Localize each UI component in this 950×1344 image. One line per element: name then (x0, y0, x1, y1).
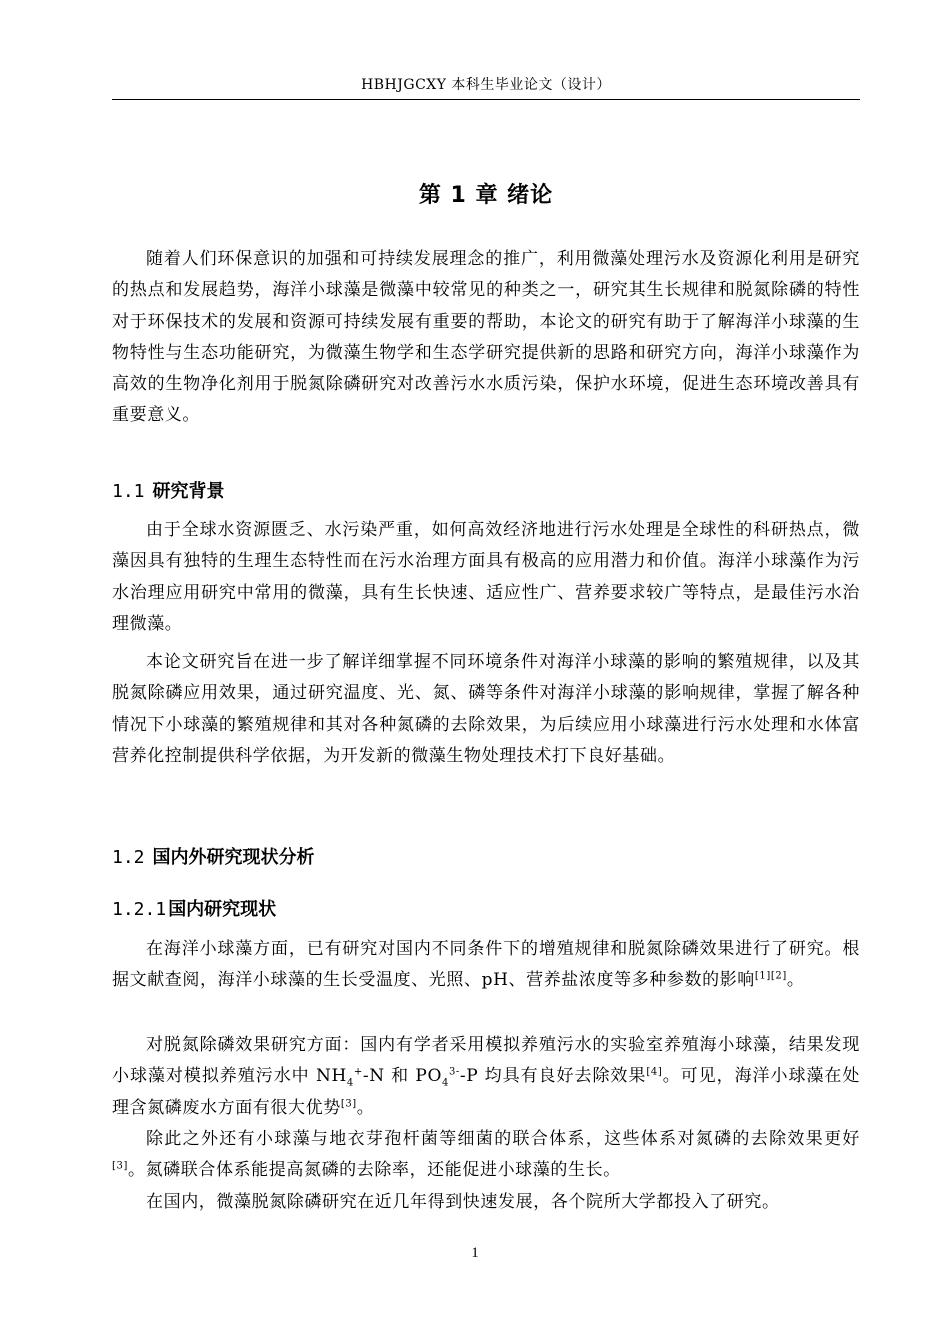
section-title: 国内外研究现状分析 (152, 847, 315, 868)
subsection-number: 1.2.1 (112, 899, 167, 920)
citation[interactable]: [3] (340, 1097, 357, 1109)
citation[interactable]: [4] (646, 1066, 663, 1078)
domestic-paragraph-1: 在海洋小球藻方面，已有研究对国内不同条件下的增殖规律和脱氮除磷效果进行了研究。根据文献查阅，海洋小球藻的生长受温度、光照、pH、营养盐浓度等多种参数的影响[1][2]。 (112, 939, 860, 991)
running-header: HBHJGCXY 本科生毕业论文（设计） (361, 77, 611, 93)
citation[interactable]: [3] (112, 1160, 128, 1172)
domestic-paragraph-4: 在国内，微藻脱氮除磷研究在近几年得到快速发展，各个院所大学都投入了研究。 (146, 1192, 780, 1212)
background-paragraph-2: 本论文研究旨在进一步了解详细掌握不同环境条件对海洋小球藻的影响的繁殖规律，以及其脱氮除磷应用效果，通过研究温度、光、氮、磷等条件对海洋小球藻的影响规律，掌握了解各种情况下小球藻的繁殖规律和其对各种氮磷的去除效果，为后续应用小球藻进行污水处理和水体富营养化控制提供科学依据，为开发新的微藻生物处理技术打下良好基础。 (112, 652, 860, 766)
intro-paragraph: 随着人们环保意识的加强和可持续发展理念的推广，利用微藻处理污水及资源化利用是研究的热点和发展趋势，海洋小球藻是微藻中较常见的种类之一，研究其生长规律和脱氮除磷的特性对于环保技术的发展和资源可持续发展有重要的帮助，本论文的研究有助于了解海洋小球藻的生物特性与生态功能研究，为微藻生物学和生态学研究提供新的思路和研究方向，海洋小球藻作为高效的生物净化剂用于脱氮除磷研究对改善污水水质污染，保护水环境，促进生态环境改善具有重要意义。 (112, 249, 860, 426)
page-number: 1 (471, 1245, 479, 1261)
chapter-title: 第 1 章 绪论 (418, 183, 554, 208)
section-number: 1.2 (112, 847, 145, 868)
section-heading-1-2 (112, 843, 315, 869)
section-heading-1-1 (112, 477, 225, 503)
subsection-heading-1-2-1 (112, 895, 276, 921)
domestic-paragraph-2: 对脱氮除磷效果研究方面：国内有学者采用模拟养殖污水的实验室养殖海小球藻，结果发现小球藻对模拟养殖污水中 $NH_4^+-N$ 和 $PO_4^{3-}-P$ 均具有良好去除效果[4]。可见，海洋小球藻在处理含氮磷废水方面有很大优势[3]。 (112, 1035, 860, 1118)
section-title: 研究背景 (152, 481, 225, 502)
header-rule (112, 99, 860, 100)
subsection-title: 国内研究现状 (168, 899, 277, 920)
section-number: 1.1 (112, 481, 145, 502)
citation[interactable]: [1][2] (754, 970, 787, 982)
background-paragraph-1: 由于全球水资源匮乏、水污染严重，如何高效经济地进行污水处理是全球性的科研热点，微藻因具有独特的生理生态特性而在污水治理方面具有极高的应用潜力和价值。海洋小球藻作为污水治理应用研究中常用的微藻，具有生长快速、适应性广、营养要求较广等特点，是最佳污水治理微藻。 (112, 520, 860, 634)
domestic-paragraph-3: 除此之外还有小球藻与地衣芽孢杆菌等细菌的联合体系，这些体系对氮磷的去除效果更好[3]。氮磷联合体系能提高氮磷的去除率，还能促进小球藻的生长。 (112, 1129, 860, 1181)
